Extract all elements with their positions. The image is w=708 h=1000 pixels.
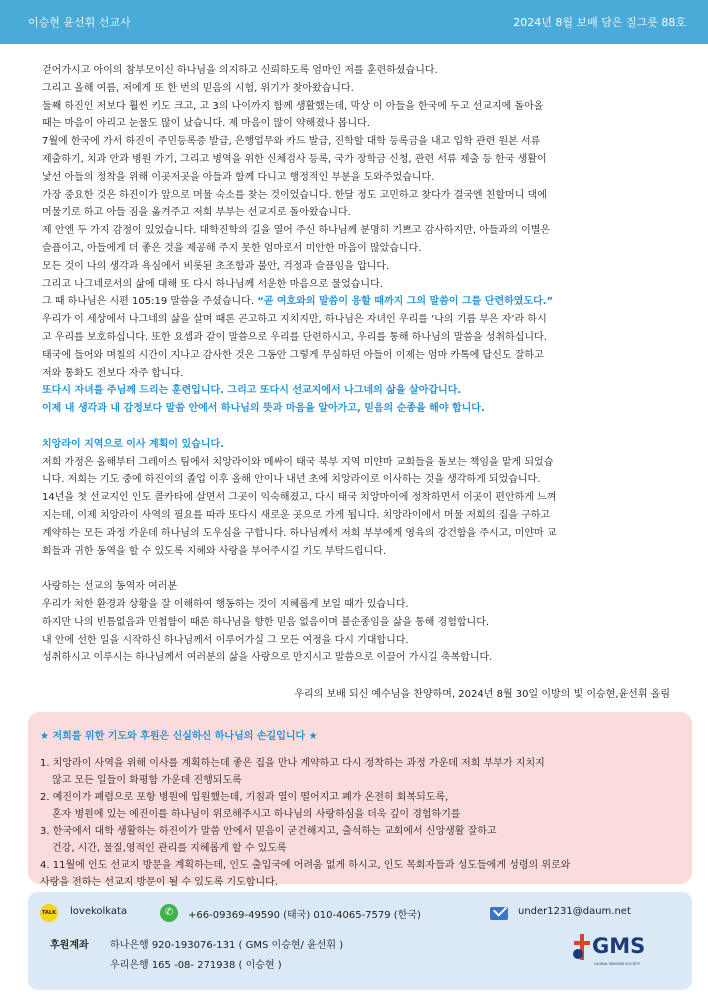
header-issue: 2024년 8월 보배 담은 질그릇 88호 bbox=[513, 16, 686, 29]
body-line: 머물기로 하고 아들 짐을 옮겨주고 저희 부부는 선교지로 돌아왔습니다. bbox=[42, 207, 351, 219]
letter-body bbox=[42, 62, 680, 667]
prayer-item: 3. 한국에서 대학 생활하는 하진이가 말씀 안에서 믿음이 굳건해지고, 출석하는 교회에서 신앙생활 잘하고 bbox=[40, 826, 497, 837]
phone-icon: ✆ bbox=[160, 904, 178, 922]
body-line: 낯선 아들의 정착을 위해 이곳저곳을 아들과 함께 다니고 행정적인 부분을 도와주었습니다. bbox=[42, 171, 435, 183]
bank-account-woori: 우리은행 165 -08- 271938 ( 이승현 ) bbox=[110, 960, 282, 971]
body-line: 그리고 나그네로서의 삶에 대해 또 다시 하나님께 서운한 마음으로 물었습니다. bbox=[42, 278, 383, 290]
prayer-box bbox=[28, 712, 692, 888]
kakaotalk-icon: TALK bbox=[40, 904, 58, 922]
body-line: 우리가 이 세상에서 나그네의 삶을 살며 때론 곤고하고 지치지만, 하나님은 자녀인 우리를 ‘나의 기름 부은 자’라 하시 bbox=[42, 314, 547, 326]
body-line: 제 안엔 두 가지 감정이 있었습니다. 대학진학의 길을 열어 주신 하나님께 분명히 기쁘고 감사하지만, 아들과의 이별은 bbox=[42, 225, 551, 237]
body-line: 모든 것이 나의 생각과 욕심에서 비롯된 초조함과 불안, 걱정과 슬픔임을 압니다. bbox=[42, 260, 390, 272]
body-line: 사랑하는 선교의 동역자 여러분 bbox=[42, 581, 178, 593]
phone-numbers[interactable]: +66-09369-49590 (태국) 010-4065-7579 (한국) bbox=[188, 910, 421, 921]
prayer-item-cont: 건강, 시간, 물질,영적인 관리를 지혜롭게 할 수 있도록 bbox=[52, 843, 287, 854]
prayer-item-cont: 사랑을 전하는 선교지 방문이 될 수 있도록 기도합니다. bbox=[40, 877, 278, 888]
body-line: 7월에 한국에 가서 하진이 주민등록증 발급, 은행업무와 카드 발급, 진학할 대학 등록금을 내고 입학 관련 원본 서류 bbox=[42, 136, 541, 148]
signature: 우리의 보배 되신 예수님을 찬양하며, 2024년 8월 30일 이방의 빛 이승현,윤선휘 올림 bbox=[294, 689, 670, 700]
body-line: 걷어가시고 아이의 참부모이신 하나님을 의지하고 신뢰하도록 엄마인 저를 훈련하셨습니다. bbox=[42, 65, 438, 76]
section-title: 치앙라이 지역으로 이사 계획이 있습니다. bbox=[42, 438, 224, 450]
bank-label: 후원계좌 bbox=[50, 940, 89, 951]
prayer-item: 4. 11월에 인도 선교지 방문을 계획하는데, 인도 출입국에 어려움 없게 하시고, 인도 목회자들과 성도들에게 성령의 위로와 bbox=[40, 860, 571, 871]
body-line: 내 안에 선한 일을 시작하신 하나님께서 이루어가실 그 모든 여정을 다시 기대합니다. bbox=[42, 634, 409, 646]
cross-icon bbox=[572, 934, 592, 960]
prayer-title: ★ 저희를 위한 기도와 후원은 신실하신 하나님의 손길입니다 ★ bbox=[40, 731, 318, 742]
body-line: 저희 가정은 올해부터 그레이스 팀에서 치앙라이와 메싸이 태국 북부 지역 미얀마 교회들을 돌보는 책임을 맡게 되었습 bbox=[42, 456, 554, 468]
prayer-item-cont: 혼자 병원에 있는 예진이를 하나님이 위로해주시고 하나님의 사랑하심을 더욱 깊이 경험하기를 bbox=[52, 809, 461, 820]
body-line: 둘째 하진인 저보다 훨씬 키도 크고, 고 3의 나이까지 함께 생활했는데, 막상 이 아들을 한국에 두고 선교지에 돌아올 bbox=[42, 100, 544, 112]
body-line: 저와 통화도 전보다 자주 합니다. bbox=[42, 367, 184, 379]
logo-text: GMS bbox=[592, 934, 646, 958]
logo-subtitle: GLOBAL MISSION SOCIETY bbox=[594, 962, 641, 966]
header-author: 이승현 윤선휘 선교사 bbox=[28, 16, 131, 29]
kakao-id[interactable]: lovekolkata bbox=[70, 906, 128, 917]
spacer bbox=[42, 560, 680, 578]
body-line: 성취하시고 이루시는 하나님께서 여러분의 삶을 사랑으로 만지시고 말씀으로 이끌어 가시길 축복합니다. bbox=[42, 652, 493, 664]
body-line: 하지만 나의 빈틈없음과 민첩함이 때론 하나님을 향한 믿음 없음이며 불순종임을 삶을 통해 경험합니다. bbox=[42, 616, 490, 628]
body-line: 니다. 저희는 기도 중에 하진이의 졸업 이후 올해 안이나 내년 초에 치앙라이로 이사하는 것을 생각하게 되었습니다. bbox=[42, 474, 541, 486]
body-line: 제출하기, 치과 안과 병원 가기, 그리고 병역을 위한 신체검사 등록, 국가 장학금 신청, 관련 서류 제출 등 한국 생활이 bbox=[42, 153, 547, 165]
prayer-item-cont: 않고 모든 일들이 화평함 가운데 진행되도록 bbox=[52, 775, 242, 786]
body-line: 회들과 귀한 동역을 할 수 있도록 지혜와 사랑을 부어주시길 기도 부탁드립니다. bbox=[42, 545, 387, 557]
body-line: 가장 중요한 것은 하진이가 앞으로 머물 숙소를 찾는 것이었습니다. 한달 정도 고민하고 찾다가 결국엔 친할머니 댁에 bbox=[42, 189, 547, 201]
body-line: 14년을 첫 선교지인 인도 콜카타에 살면서 그곳이 익숙해졌고, 다시 태국 치앙마이에 정착하면서 이곳이 편안하게 느껴 bbox=[42, 492, 557, 504]
body-line: 고 우리를 보호하십니다. 또한 요셉과 같이 말씀으로 우리를 단련하시고, 우리를 통해 하나님의 말씀을 성취하십니다. bbox=[42, 331, 547, 343]
body-line: 우리가 처한 환경과 상황을 잘 이해하여 행동하는 것이 지혜롭게 보일 때가 있습니다. bbox=[42, 598, 409, 610]
verse-intro: 그 때 하나님은 시편 105:19 말씀을 주셨습니다. bbox=[42, 296, 254, 308]
body-line: 슬픔이고, 아들에게 더 좋은 것을 제공해 주지 못한 엄마로서 미안한 마음이 많았습니다. bbox=[42, 242, 422, 254]
prayer-item: 2. 예진이가 폐렴으로 포항 병원에 입원했는데, 기침과 열이 떨어지고 폐가 온전히 회복되도록, bbox=[40, 792, 449, 803]
contact-footer bbox=[28, 892, 692, 990]
email-address[interactable]: under1231@daum.net bbox=[518, 906, 631, 917]
body-line: 계약하는 모든 과정 가운데 하나님의 도우심을 구합니다. 하나님께서 저희 부부에게 영육의 강건함을 주시고, 미얀마 교 bbox=[42, 527, 557, 539]
body-line: 지는데, 이제 치앙라이 사역의 필요를 따라 또다시 새로운 곳으로 가게 됩니다. 치앙라이에서 머물 저희의 집을 구하고 bbox=[42, 509, 551, 521]
body-line: 때는 마음이 아리고 눈물도 많이 났습니다. 제 마음이 많이 약해졌나 봅니다. bbox=[42, 118, 370, 130]
page-header bbox=[0, 0, 708, 44]
gms-logo bbox=[568, 930, 688, 982]
highlight-line: 또다시 자녀를 주님께 드리는 훈련입니다. 그리고 또다시 선교지에서 나그네의 삶을 살아갑니다. bbox=[42, 385, 462, 397]
highlight-line: 이제 내 생각과 내 감정보다 말씀 안에서 하나님의 뜻과 마음을 알아가고, 믿음의 순종을 해야 합니다. bbox=[42, 403, 485, 415]
verse-quote: “곧 여호와의 말씀이 응할 때까지 그의 말씀이 그를 단련하였도다.” bbox=[257, 296, 554, 308]
spacer bbox=[42, 418, 680, 436]
mail-icon bbox=[490, 907, 508, 920]
bank-account-hana: 하나은행 920-193076-131 ( GMS 이승현/ 윤선휘 ) bbox=[110, 940, 344, 951]
prayer-item: 1. 치앙라이 사역을 위해 이사를 계획하는데 좋은 집을 만나 계약하고 다시 정착하는 과정 가운데 저희 부부가 지치지 bbox=[40, 758, 545, 769]
verse-line bbox=[42, 293, 680, 311]
body-line: 그리고 올해 여름, 저에게 또 한 번의 믿음의 시험, 위기가 찾아왔습니다. bbox=[42, 82, 354, 94]
body-line: 태국에 들어와 며칠의 시간이 지나고 감사한 것은 그동안 그렇게 무심하던 아들이 이제는 엄마 카톡에 답신도 잘하고 bbox=[42, 349, 544, 361]
